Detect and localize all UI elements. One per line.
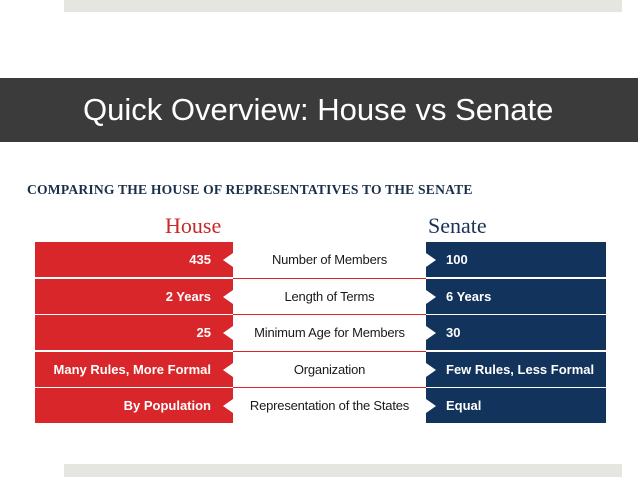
senate-value: 30	[446, 325, 461, 340]
bottom-decorative-band	[64, 464, 622, 477]
senate-value-cell	[426, 352, 606, 387]
senate-value-cell	[426, 242, 606, 277]
attribute-label: Number of Members	[271, 252, 388, 267]
senate-value: Few Rules, Less Formal	[446, 362, 595, 377]
attribute-label: Minimum Age for Members	[254, 325, 405, 340]
arrow-right-icon	[426, 326, 436, 340]
attribute-cell	[233, 352, 426, 387]
table-row	[35, 388, 606, 423]
arrow-right-icon	[426, 363, 436, 377]
house-value: By Population	[123, 398, 211, 413]
house-column-label: House	[165, 213, 222, 238]
house-value: 2 Years	[165, 289, 211, 304]
senate-value: 100	[446, 252, 468, 267]
house-value: Many Rules, More Formal	[53, 362, 211, 377]
house-value-cell	[35, 279, 233, 314]
table-row	[35, 352, 606, 387]
arrow-right-icon	[426, 399, 436, 413]
attribute-label: Length of Terms	[284, 289, 375, 304]
attribute-cell	[233, 279, 426, 314]
attribute-cell	[233, 242, 426, 277]
arrow-right-icon	[426, 290, 436, 304]
house-value-cell	[35, 242, 233, 277]
house-value-cell	[35, 352, 233, 387]
table-row	[35, 279, 606, 314]
comparison-table	[35, 242, 606, 424]
senate-value-cell	[426, 279, 606, 314]
table-row	[35, 315, 606, 350]
arrow-left-icon	[223, 290, 233, 304]
house-value: 435	[189, 252, 211, 267]
house-value-cell	[35, 315, 233, 350]
table-row	[35, 242, 606, 277]
senate-value-cell	[426, 315, 606, 350]
house-value: 25	[196, 325, 211, 340]
arrow-left-icon	[223, 399, 233, 413]
arrow-left-icon	[223, 363, 233, 377]
top-decorative-band	[64, 0, 622, 12]
arrow-right-icon	[426, 253, 436, 267]
arrow-left-icon	[223, 253, 233, 267]
senate-value: 6 Years	[446, 289, 492, 304]
attribute-label: Organization	[293, 362, 366, 377]
attribute-label: Representation of the States	[249, 398, 410, 413]
infographic-heading: COMPARING THE HOUSE OF REPRESENTATIVES TO THE SENATE	[27, 182, 473, 197]
senate-column-label: Senate	[428, 213, 487, 238]
slide-title: Quick Overview: House vs Senate	[83, 92, 554, 127]
arrow-left-icon	[223, 326, 233, 340]
attribute-cell	[233, 315, 426, 350]
attribute-cell	[233, 388, 426, 423]
senate-value: Equal	[446, 398, 482, 413]
senate-value-cell	[426, 388, 606, 423]
house-value-cell	[35, 388, 233, 423]
